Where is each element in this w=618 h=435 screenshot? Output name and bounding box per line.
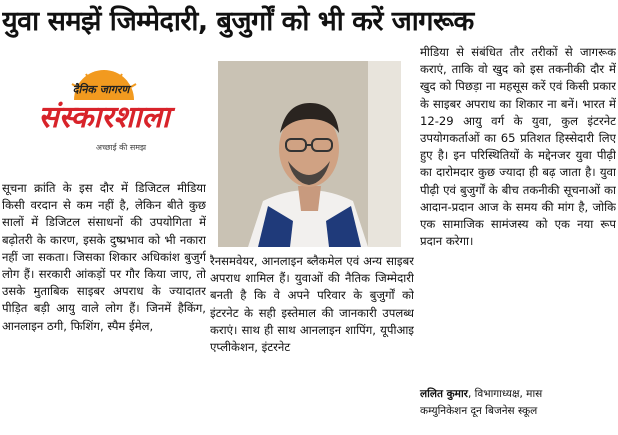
author-role: , विभागाध्यक्ष, मास	[467, 388, 543, 400]
article-column-middle: रैनसमवेयर, आनलाइन ब्लैकमेल एवं अन्य साइबर अपराध शामिल हैं। युवाओं की नैतिक जिम्मेदारी बनती है कि वे अपने परिवार के बुजुर्गों को इंटरनेट के सही इस्तेमाल की जानकारी उपलब्ध कराएं। साथ ही साथ आनलाइन शापिंग, यूपीआइ एप्लीकेशन, इंटरनेट	[210, 254, 414, 355]
logo-tagline: अच्छाई की समझ	[95, 143, 147, 152]
author-byline	[420, 386, 616, 432]
author-name: ललित कुमार	[420, 388, 468, 400]
logo-title: संस्कारशाला	[38, 100, 170, 135]
author-department: कम्युनिकेशन दून बिजनेस स्कूल	[420, 405, 538, 417]
article-column-right: मीडिया से संबंधित तौर तरीकों से जागरूक कराएं, ताकि वो खुद को इस तकनीकी दौर में खुद को पिछड़ा ना महसूस करें एवं किसी प्रकार के साइबर अपराध का शिकार ना बनें। भारत में 12-29 आयु वर्ग के युवा, कुल इंटरनेट उपयोगकर्ताओं का 65 प्रतिशत हिस्सेदारी लिए हुए है। इन परिस्थितियों के मद्देनजर युवा पीढ़ी का दारोमदार कुछ ज्यादा ही बढ़ जाता है। युवा पीढ़ी एवं बुजुर्गों के बीच तकनीकी सूचनाओं का आदान-प्रदान आज के समय की मांग है, जोकि एक सामाजिक सामंजस्य को एक नया रूप प्रदान करेगा।	[420, 45, 616, 249]
sanskarshala-logo	[6, 70, 202, 178]
headline: युवा समझें जिम्मेदारी, बुजुर्गों को भी करें जागरूक	[2, 6, 474, 37]
article-column-left: सूचना क्रांति के इस दौर में डिजिटल मीडिया किसी वरदान से कम नहीं है, लेकिन बीते कुछ सालों में डिजिटल संसाधनों की उपयोगिता में बढ़ोतरी के कारण, इसके दुष्प्रभाव को भी नकारा नहीं जा सकता। जिसका शिकार अधिकांश बुजुर्ग लोग हैं। सरकारी आंकड़ों पर गौर किया जाए, तो उसके मुताबिक साइबर अपराध के ज्यादातर पीड़ित बड़ी आयु वाले लोग हैं। जिनमें हैकिंग, आनलाइन ठगी, फिशिंग, स्पैम ईमेल,	[2, 181, 206, 333]
logo-publisher: दैनिक जागरण	[72, 83, 130, 96]
author-photo	[218, 61, 401, 247]
